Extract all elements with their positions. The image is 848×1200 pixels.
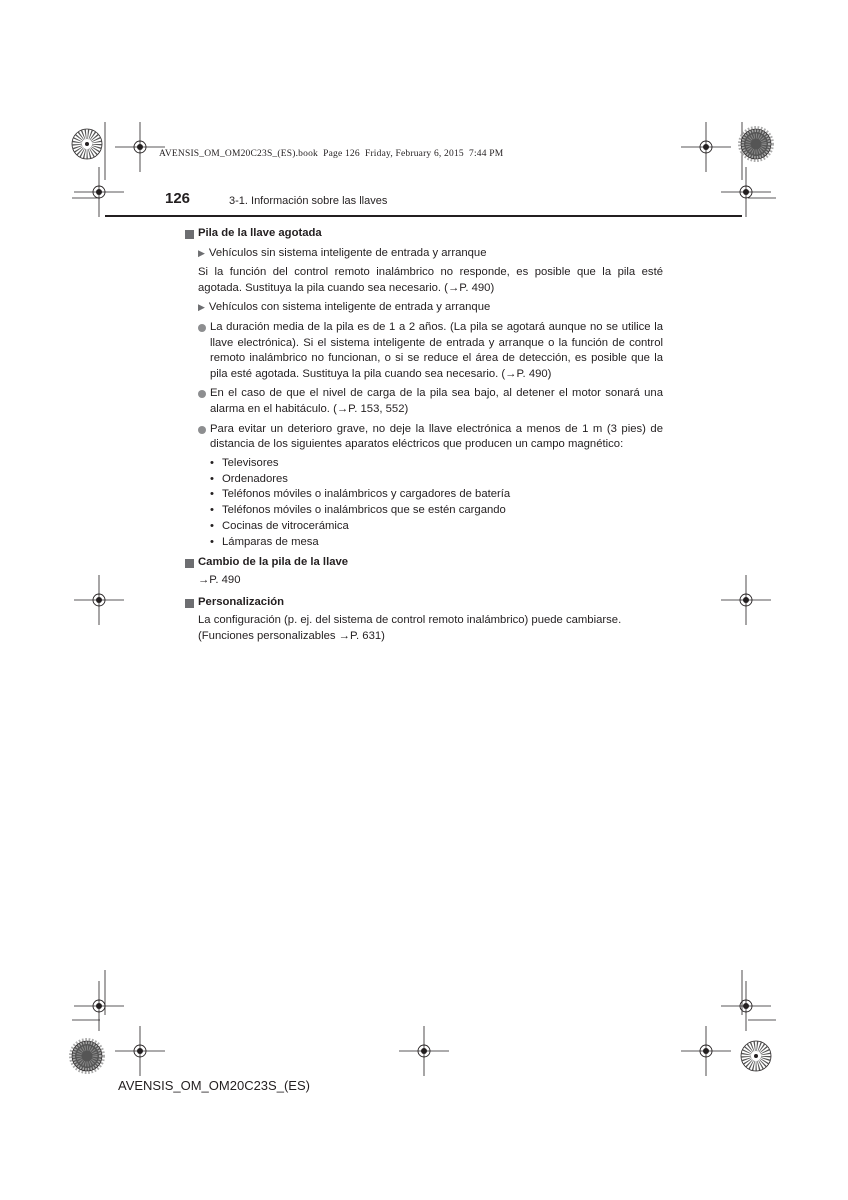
- battery-change-reference: →P. 490: [198, 574, 241, 587]
- bullet-text: Para evitar un deterioro grave, no deje la llave electrónica a menos de 1 m (3 pies) de distancia de los siguientes aparatos eléctricos que producen un campo magnético:: [210, 422, 663, 451]
- list-item: • Teléfonos móviles o inalámbricos y cargadores de batería: [210, 487, 663, 503]
- case-label: Vehículos con sistema inteligente de entrada y arranque: [208, 301, 491, 314]
- circle-bullet-icon: [198, 426, 206, 434]
- list-item: • Lámparas de mesa: [210, 535, 663, 551]
- case-with-smart-key: [185, 300, 663, 316]
- heading-battery-change: [185, 555, 663, 571]
- heading-customization: [185, 595, 663, 611]
- square-bullet-icon: [185, 559, 194, 568]
- case-without-smart-key: [185, 246, 663, 262]
- bullet-battery-life: [185, 320, 663, 382]
- bullet-text: En el caso de que el nivel de carga de la pila sea bajo, al detener el motor sonará una alarma en el habitáculo. (→P. 153, 552): [210, 387, 663, 415]
- square-bullet-icon: [185, 599, 194, 608]
- bullet-magnetic-field: [185, 422, 663, 453]
- bullet-text: La duración media de la pila es de 1 a 2 años. (La pila se agotará aunque no se utilice la llave electrónica). Si el sistema inteligente de entrada y arranque o la función de control remoto inalámbrico no funcionan, o si se reduce el área de detección, es posible que la pila esté agotada. Sustituya la pila cuando sea necesario. (→P. 490): [210, 320, 663, 380]
- footer-document-code: AVENSIS_OM_OM20C23S_(ES): [118, 1078, 310, 1093]
- triangle-right-icon: ▶: [198, 302, 205, 313]
- square-bullet-icon: [185, 230, 194, 239]
- heading-text: Pila de la llave agotada: [198, 227, 322, 239]
- list-item: • Televisores: [210, 456, 663, 472]
- heading-text: Cambio de la pila de la llave: [198, 555, 349, 568]
- case-label: Vehículos sin sistema inteligente de entrada y arranque: [208, 246, 487, 259]
- section-title: 3-1. Información sobre las llaves: [229, 195, 388, 207]
- device-list: [185, 456, 663, 551]
- heading-dead-battery: [185, 226, 663, 242]
- page-content: [185, 224, 663, 644]
- triangle-right-icon: ▶: [198, 247, 205, 258]
- list-item: • Ordenadores: [210, 472, 663, 488]
- circle-bullet-icon: [198, 324, 206, 332]
- bullet-low-battery-alarm: [185, 386, 663, 417]
- circle-bullet-icon: [198, 390, 206, 398]
- print-info-line: AVENSIS_OM_OM20C23S_(ES).book Page 126 Friday, February 6, 2015 7:44 PM: [159, 149, 504, 159]
- header-rule: [105, 215, 742, 217]
- list-item: • Teléfonos móviles o inalámbricos que se estén cargando: [210, 503, 663, 519]
- customization-text: La configuración (p. ej. del sistema de control remoto inalámbrico) puede cambiarse. (Funciones personalizables →P. 631): [198, 614, 622, 642]
- page-number: 126: [165, 190, 191, 207]
- heading-text: Personalización: [198, 595, 285, 608]
- list-item: • Cocinas de vitrocerámica: [210, 519, 663, 535]
- case-without-text: Si la función del control remoto inalámbrico no responde, es posible que la pila esté agotada. Sustituya la pila cuando sea necesario. (→P. 490): [198, 266, 663, 294]
